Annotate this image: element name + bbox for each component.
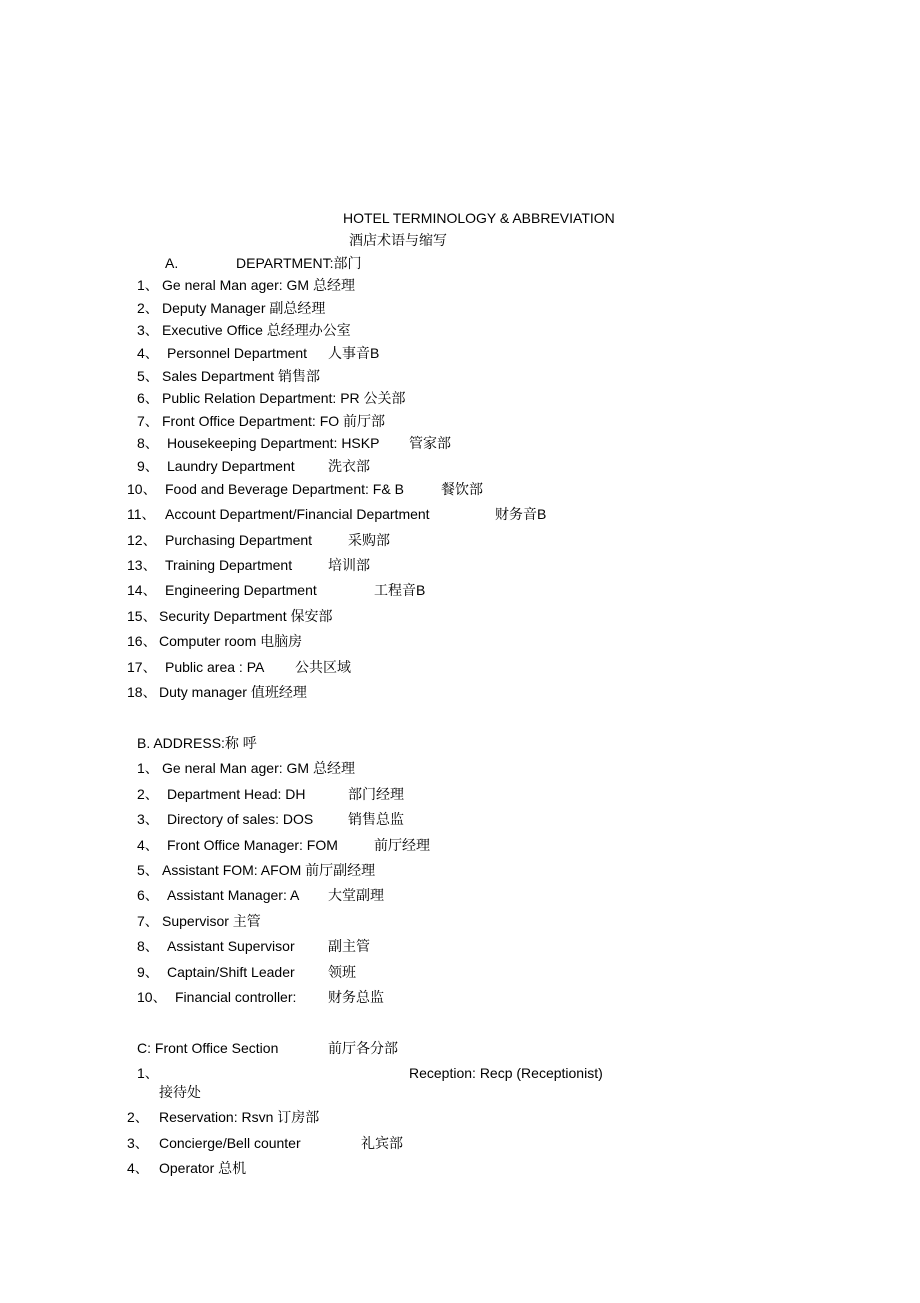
item-number: 15、 [127, 608, 157, 624]
item-number: 14、 [127, 582, 157, 598]
item-number: 1、 [137, 760, 159, 776]
item-translation: 领班 [328, 964, 356, 980]
item-number: 5、 [137, 368, 159, 384]
item-number: 4、 [137, 837, 159, 853]
item-number: 3、 [137, 811, 159, 827]
section-a-heading: DEPARTMENT:部门 [236, 255, 362, 271]
item-number: 1、 [137, 277, 159, 293]
item-term: Account Department/Financial Department [165, 506, 430, 522]
item-number: 2、 [137, 786, 159, 802]
item-number: 8、 [137, 938, 159, 954]
item-term: Housekeeping Department: HSKP [167, 435, 380, 451]
item-translation: 接待处 [159, 1084, 201, 1100]
item-term: Front Office Department: FO 前厅部 [162, 413, 386, 429]
item-translation: 餐饮部 [441, 481, 483, 497]
item-translation: 采购部 [348, 532, 390, 548]
item-term: Personnel Department [167, 345, 308, 361]
item-term: Sales Department 销售部 [162, 368, 320, 384]
item-number: 17、 [127, 659, 157, 675]
item-number: 9、 [137, 964, 159, 980]
item-number: 2、 [127, 1109, 149, 1125]
section-b-heading: B. ADDRESS:称 呼 [137, 735, 257, 751]
item-translation: 管家部 [409, 435, 451, 451]
item-term: Deputy Manager 副总经理 [162, 300, 326, 316]
item-term: Computer room 电脑房 [159, 633, 303, 649]
item-number: 10、 [127, 481, 157, 497]
item-translation: 前厅经理 [374, 837, 430, 853]
item-term: Department Head: DH [167, 786, 306, 802]
item-number: 3、 [127, 1135, 149, 1151]
item-term: Concierge/Bell counter [159, 1135, 301, 1151]
item-term: Ge neral Man ager: GM 总经理 [162, 277, 355, 293]
item-number: 6、 [137, 390, 159, 406]
item-number: 2、 [137, 300, 159, 316]
item-number: 16、 [127, 633, 157, 649]
item-term: Assistant FOM: AFOM 前厅副经理 [162, 862, 376, 878]
item-translation: 财务音B [495, 506, 547, 522]
item-translation: 培训部 [328, 557, 370, 573]
item-term: Front Office Manager: FOM [167, 837, 338, 853]
item-term: Purchasing Department [165, 532, 313, 548]
item-number: 8、 [137, 435, 159, 451]
item-term: Engineering Department [165, 582, 317, 598]
item-number: 13、 [127, 557, 157, 573]
item-term: Operator 总机 [159, 1160, 247, 1176]
item-term: Laundry Department [167, 458, 295, 474]
item-number: 10、 [137, 989, 167, 1005]
item-term: Financial controller: [175, 989, 297, 1005]
item-number: 3、 [137, 322, 159, 338]
item-number: 4、 [127, 1160, 149, 1176]
item-term: Training Department [165, 557, 293, 573]
item-term: Food and Beverage Department: F& B [165, 481, 404, 497]
item-term: Directory of sales: DOS [167, 811, 314, 827]
item-translation: 洗衣部 [328, 458, 370, 474]
item-translation: 大堂副理 [328, 887, 384, 903]
section-c-heading-translation: 前厅各分部 [328, 1040, 398, 1056]
item-number: 18、 [127, 684, 157, 700]
item-number: 6、 [137, 887, 159, 903]
item-term: Executive Office 总经理办公室 [162, 322, 351, 338]
item-term: Ge neral Man ager: GM 总经理 [162, 760, 355, 776]
item-term: Public Relation Department: PR 公关部 [162, 390, 406, 406]
document-subtitle: 酒店术语与缩写 [349, 232, 447, 248]
item-term: Reservation: Rsvn 订房部 [159, 1109, 320, 1125]
item-term: Assistant Supervisor [167, 938, 295, 954]
item-translation: 副主管 [328, 938, 370, 954]
item-term: Assistant Manager: A [167, 887, 300, 903]
item-term: Public area : PA [165, 659, 265, 675]
item-number: 4、 [137, 345, 159, 361]
item-term: Duty manager 值班经理 [159, 684, 307, 700]
item-number: 9、 [137, 458, 159, 474]
item-number: 11、 [127, 506, 156, 522]
item-number: 5、 [137, 862, 159, 878]
item-term: Security Department 保安部 [159, 608, 333, 624]
item-term: Captain/Shift Leader [167, 964, 295, 980]
item-term: Supervisor 主管 [162, 913, 261, 929]
item-translation: 工程音B [374, 582, 426, 598]
item-translation: 公共区域 [295, 659, 351, 675]
section-c-heading: C: Front Office Section [137, 1040, 279, 1056]
item-number: 1、 [137, 1065, 159, 1081]
item-number: 12、 [127, 532, 157, 548]
item-term: Reception: Recp (Receptionist) [409, 1065, 603, 1081]
item-translation: 财务总监 [328, 989, 384, 1005]
item-translation: 礼宾部 [361, 1135, 403, 1151]
item-translation: 部门经理 [348, 786, 404, 802]
item-translation: 人事音B [328, 345, 380, 361]
item-number: 7、 [137, 413, 159, 429]
item-translation: 销售总监 [348, 811, 404, 827]
section-a-letter: A. [165, 255, 179, 271]
item-number: 7、 [137, 913, 159, 929]
document-title: HOTEL TERMINOLOGY & ABBREVIATION [343, 210, 615, 226]
